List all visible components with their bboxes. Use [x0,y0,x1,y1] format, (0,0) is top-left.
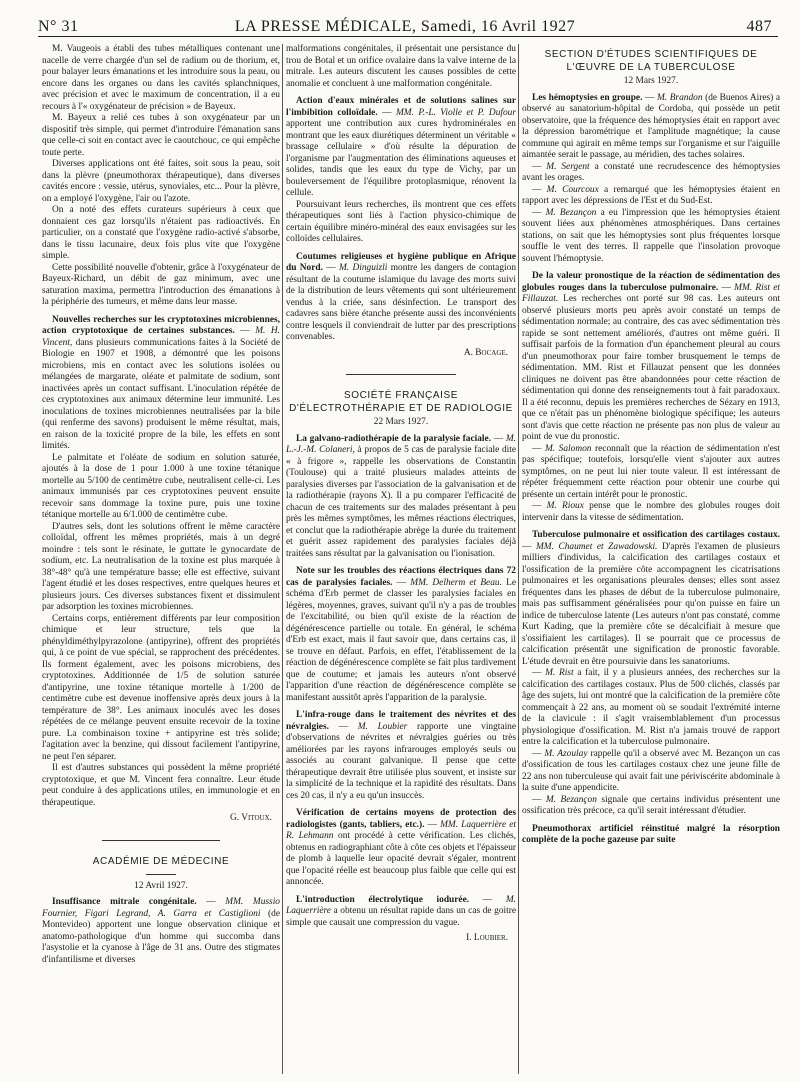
article-body: Les recherches ont porté sur 98 cas. Les auteurs ont observé plusieurs morts peu après avoir constaté un temps de sédimentation normale; au contraire, des cas avec sédimentation très rapide se sont nettement améliorés, d'autres ont même guéri. Il suffisait parfois de la formation d'un épanchement pleural au cours d'un pneumothorax pour faire tomber brusquement le temps de sédimentation. MM. Rist et Fillauzat pensent que les données cliniques ne doivent pas être abandonnées pour cette réaction de sédimentation qui donne des renseignements tout à fait paradoxaux. Il a été reconnu, depuis les premières recherches de Sézary en 1913, que ce n'était pas un phénomène biologique spécifique; les auteurs sont d'avis que cette réaction ne présente pas non plus de valeur au point de vue du pronostic. [522,294,780,442]
article: De la valeur pronostique de la réaction de sédimentation des globules rouges dans la tuberculose pulmonaire. — MM. Rist et Fillauzat. Les recherches ont porté sur 98 cas. Les auteurs ont observé plusieurs morts peu après avoir constaté un temps de sédimentation normale; au contraire, des cas avec sédimentation très rapide se sont nettement améliorés, d'autres ont même guéri. Il suffisait parfois de la formation d'un épanchement pleural au cours d'un pneumothorax pour faire tomber brusquement le temps de sédimentation. MM. Rist et Fillauzat pensent que les données cliniques ne doivent pas être abandonnées pour cette réaction de sédimentation qui donne des renseignements tout à fait paradoxaux. Il a été reconnu, depuis les premières recherches de Sézary en 1913, que ce n'était pas un phénomène biologique spécifique; les auteurs sont d'avis que cette réaction ne présente pas non plus de valeur au point de vue du pronostic. [522,271,780,442]
paragraph: Diverses applications ont été faites, soit sous la peau, soit dans la plèvre (pneumothorax thérapeutique), dans diverses cavités encore : vessie, utérus, synoviales, etc... Pour la plèvre, on a employé l'oxygène, l'air ou l'azote. [42,159,280,204]
article-author: M. Loubier [357,721,408,732]
column-3 [522,44,780,1074]
article-body: Le schéma d'Erb permet de classer les paralysies faciales en légères, moyennes, graves, suivant qu'il n'y a pas de troubles de l'excitabilité, ou bien qu'il existe de la réaction de dégénérescence partielle ou totale. En général, le schéma d'Erb est exact, mais il faut savoir que, dans certains cas, il se trouve en défaut. Parfois, en effet, l'établissement de la réaction de dégénérescence complète se fait plus tardivement que de coutume; et jamais les auteurs n'ont observé l'apparition d'une réaction de dégénérescence complète se manifestant aussitôt après l'apparition de la paralysie. [286,577,516,703]
article: Vérification de certains moyens de protection des radiologistes (gants, tabliers, etc.). — MM. Laquerrière et R. Lehmann ont procédé à cette vérification. Les clichés, obtenus en radiographiant côte à côte ces objets et l'épaisseur de plomb à laquelle leur opacité devrait s'égaler, montrent que l'opacité réelle est beaucoup plus faible que celle qui est annoncée. [286,808,516,887]
paragraph: Cette possibilité nouvelle d'obtenir, grâce à l'oxygénateur de Bayeux-Richard, un débit de gaz minimum, avec une saturation maxima, permettra l'introduction des émanations à la périphérie des tumeurs, et même dans leur masse. [42,262,280,307]
article-author: M. Dinguizli [339,263,388,273]
article-body: dans plusieurs communications faites à la Société de Biologie en 1907 et 1908, a démontré que les poisons microbiens, mis en contact avec les solutions isolées ou mélangées de margarate, oléate et palmitate de sodium, sont inactivées après un contact suffisant. L'inoculation répétée de ces cryptotoxines aux animaux détermine leur immunité. Les inoculations de toxines microbiennes neutralisées par la bile (qui renferme des savons) produisent le même résultat, mais, en raison de la toxicité propre de la bile, les effets en sont limités. [42,337,280,451]
paragraph-body: signale que certains individus présentent une ossification très précoce, ca qu'il serait intéressant d'étudier. [522,794,780,816]
article: La galvano-radiothérapie de la paralysie faciale. — M. L.-J.-M. Colaneri, à propos de 5 cas de paralysie faciale dite « à frigore », rappelle les observations de Constantin (Toulouse) qui a traité plusieurs malades atteints de paralysies diverses par l'association de la galvanisation et de la radiothérapie (rayons X). Il a pu comparer l'efficacité de chacun de ces traitements sur des malades présentant à peu près les mêmes symptômes, les mêmes réactions électriques, et conclut que la radiothérapie abrège la durée du traitement et guérit assez rapidement des paralysies faciales déjà traitées sans résultat par la galvanisation ou l'ionisation. [286,433,516,559]
article: Tuberculose pulmonaire et ossification des cartilages costaux. — MM. Chaumet et Zawadowski. D'après l'examen de plusieurs milliers d'individus, la calcification des cartilages costaux et l'ossification de la première côte accompagnent les cicatrisations pulmonaires et les organisations pleurales denses; elles sont assez fréquentes dans les phases de début de la tuberculose pulmonaire, mais pas suffisamment généralisées pour qu'on puisse en faire un indice de tuberculose latente (Les auteurs n'ont pas constaté, comme Kurt Kading, que la première côte se décalcifiait à mesure que s'ossifiaient les cartilages). Il se pourrait que ce processus de calcification présentât une signification de pronostic favorable. L'étude devrait en être poursuivie dans les sanatoriums. [522,530,780,667]
speaker: M. Rist [545,668,574,678]
paragraph: — M. Bezançon a eu l'impression que les hémoptysies étaient souvent liées aux phénomènes atmosphériques. Dans certaines stations, on sait que les hémoptysies sont plus fréquentes lorsque souffle le vent des terres. Il rappelle que l'insolation provoque souvent l'hémoptysie. [522,207,780,264]
article-author: M. Brandon [656,92,703,103]
paragraph-body: a fait, il y a plusieurs années, des recherches sur la calcification des cartilages costaux. Plus de 500 clichés, classés par âge des sujets, lui ont montré que la calcification de la première côte commençait à 22 ans, au moment où se soudait l'extrémité interne de la clavicule : il s'agit vraisemblablement d'un processus physiologique d'ossification. M. Rist n'a jamais trouvé de rapport entre la calcification et la tuberculose pulmonaire. [522,668,780,747]
article-heading: Nouvelles recherches sur les cryptotoxines microbiennes, action cryptotoxique de certaines substances. [42,314,280,336]
article-author: M. H. Vincent, [42,326,280,348]
article-author: MM. Mussio Fournier, Figari Legrand, A. Garra et Castiglioni [42,897,280,919]
speaker: M. Rioux [546,501,584,511]
article-author: MM. Delherm et Beau. [410,577,502,588]
article-heading: Note sur les troubles des réactions électriques dans 72 cas de paralysies faciales. [286,566,516,588]
article-author: MM. P.-L. Violle et P. Dufour [395,107,516,118]
paragraph-body: rappelle qu'il a observé avec M. Bezançon un cas d'ossification de tous les cartilages costaux chez une jeune fille de 22 ans non tuberculeuse qui avait fait une périviscérite abdominale à la suite d'une appendicite. [522,748,780,793]
article-body: (de Montevideo) apportent une longue observation clinique et anatomo-pathologique d'un homme qui succomba dans l'asystolie et la cyanose à l'âge de 31 ans. Outre des stigmates d'infantilisme et diverses [42,908,280,965]
article: Insuffisance mitrale congénitale. — MM. Mussio Fournier, Figari Legrand, A. Garra et Castiglioni (de Montevideo) apportent une longue observation clinique et anatomo-pathologique d'un homme qui succomba dans l'asystolie et la cyanose à l'âge de 31 ans. Outre des stigmates d'infantilisme et diverses [42,897,280,965]
speaker: M. Azoulay [544,748,588,759]
section-separator [346,365,456,375]
paragraph: — M. Sergent a constaté une recrudescence des hémoptysies avant les orages. [522,161,780,183]
paragraph: — M. Bezançon signale que certains individus présentent une ossification très précoce, ca qu'il serait intéressant d'étudier. [522,794,780,816]
article-heading: Action d'eaux minérales et de solutions salines sur l'imbibition colloïdale. [286,96,516,118]
article [522,824,780,847]
article-body: rapporte une vingtaine d'observations de névrites et névralgies guéries ou très améliorées par les rayons infrarouges employés seuls ou associés au courant galvanique. Il pense que cette thérapeutique devrait être utilisée plus souvent, et insiste sur la simplicité de la technique et la rapidité des résultats. Dans ces 20 cas, il n'y a eu qu'un insuccès. [286,721,516,801]
column-2 [286,44,516,1074]
speaker: M. Sergent [546,161,590,172]
article-author: MM. Rist et Fillauzat. [522,282,780,304]
article: Coutumes religieuses et hygiène publique en Afrique du Nord. — M. Dinguizli montre les dangers de contagion résultant de la coutume islamique du lavage des morts suivi de la distribution de leurs vêtements qui sont ultérieurement vendus à la criée, sans désinfection. Le transport des cadavres sans bière étanche présente aussi des inconvénients contre lesquels il conviendrait de lutter par des prescriptions convenables. [286,251,516,342]
article-body: montre les dangers de contagion résultant de la coutume islamique du lavage des morts suivi de la distribution de leurs vêtements qui sont ultérieurement vendus à la criée, sans désinfection. Le transport des cadavres sans bière étanche présente aussi des inconvénients contre lesquels il conviendrait de lutter par des prescriptions convenables. [286,263,516,342]
column-divider [282,44,283,1074]
article-body: a obtenu un résultat rapide dans un cas de goitre simple que causait une compression du vague. [286,906,516,928]
paragraph: M. Vaugeois a établi des tubes métalliques contenant une nacelle de verre chargée d'un sel de radium ou de thorium, et, pour balayer leurs émanations et les introduire sous la peau, ou encore dans les organes ou dans les cavités splanchniques, avec précision et avec le maximum de concentration, il a eu recours à l'« oxygénateur de précision » de Bayeux. [42,44,280,112]
article-body: D'après l'examen de plusieurs milliers d'individus, la calcification des cartilages costaux et l'ossification de la première côte accompagnent les cicatrisations pulmonaires et les organisations pleurales denses; elles sont assez fréquentes dans les phases de début de la tuberculose pulmonaire, mais pas suffisamment généralisées pour qu'on puisse en faire un indice de tuberculose latente (Les auteurs n'ont pas constaté, comme Kurt Kading, que la première côte se décalcifiait à mesure que s'ossifiaient les cartilages). Il se pourrait que ce processus de calcification présentât une signification de pronostic favorable. L'étude devrait en être poursuivie dans les sanatoriums. [522,541,780,667]
paragraph: Poursuivant leurs recherches, ils montrent que ces effets thérapeutiques sont liés à l'action physico-chimique de certain équilibre minéro-minéral des eaux envisagées sur les colloïdes cellulaires. [286,199,516,244]
article: Les hémoptysies en groupe. — M. Brandon (de Buenos Aires) a observé au sanatorium-hôpital de Cordoba, qui possède un petit observatoire, que la fréquence des hémoptysies était en rapport avec la dépression barométrique et l'amplitude magnétique; la cause commune qui agirait en même temps sur l'organisme et sur l'aiguille aimantée serait le passage, au méridien, des taches solaires. [522,92,780,160]
article: L'infra-rouge dans le traitement des névrites et des névralgies. — M. Loubier rapporte une vingtaine d'observations de névrites et névralgies guéries ou très améliorées par les rayons infrarouges employés seuls ou associés au courant galvanique. Il pense que cette thérapeutique devrait être utilisée plus souvent, et insiste sur la simplicité de la technique et la rapidité des résultats. Dans ces 20 cas, il n'y a eu qu'un insuccès. [286,710,516,801]
paragraph-body: a constaté une recrudescence des hémoptysies avant les orages. [522,161,780,183]
article-heading: Insuffisance mitrale congénitale. [52,897,197,907]
section-date: 22 Mars 1927. [373,417,429,427]
paragraph: D'autres sels, dont les solutions offrent le même caractère colloïdal, offrent les mêmes propriétés, mais à un degré moindre : tels sont le résinate, le guttate le gynocardate de sodium, etc. La neutralisation de la toxine est plus marquée à 38°-48° qu'à une température basse; elle est effective, suivant l'agent étudié et les doses respectives, entre quelques heures et plusieurs jours. Ces diverses substances fixent et dissimulent par adsorption les toxines microbiennes. [42,521,280,612]
section-date: 12 Mars 1927. [623,76,679,86]
article-body: apportent une contribution aux cures hydrominérales en montrant que les eaux diurétiques déterminent un véritable « brassage cellulaire » d'où résulte la dépuration de l'organisme par l'augmentation des éliminations aqueuses et solides, tandis que les eaux du type de Vichy, par un bouleversement de l'équilibre protoplasmique, rénovent la cellule. [286,119,516,198]
column-divider [518,44,519,1074]
paragraph: Le palmitate et l'oléate de sodium en solution saturée, ajoutés à la dose de 1 pour 1.000 à une toxine tétanique mortelle au 5/100 de centimètre cube, neutralisent celle-ci. Les animaux immunisés par ces cryptotoxines peuvent ensuite recevoir sans dommage la toxine pure, puis une toxine tétanique mortelle au 6/1.000 de centimètre cube. [42,452,280,520]
paragraph-body: a eu l'impression que les hémoptysies étaient souvent liées aux phénomènes atmosphériques. Dans certaines stations, on sait que les hémoptysies sont plus fréquentes lorsque souffle le vent des terres. Il rappelle que l'insolation provoque souvent l'hémoptysie. [522,207,780,264]
paragraph: M. Bayeux a relié ces tubes à son oxygénateur par un dispositif très simple, qui permet d'introduire l'émanation sans que celle-ci soit en contact avec le caoutchouc, ce qui empêche toute perte. [42,113,280,158]
article: L'introduction électrolytique iodurée. — M. Laquerrière a obtenu un résultat rapide dans un cas de goitre simple que causait une compression du vague. [286,894,516,928]
paragraph: — M. Azoulay rappelle qu'il a observé avec M. Bezançon un cas d'ossification de tous les cartilages costaux chez une jeune fille de 22 ans non tuberculeuse qui avait fait une périviscérite abdominale à la suite d'une appendicite. [522,748,780,793]
paragraph: — M. Rioux pense que le nombre des globules rouges doit intervenir dans la vitesse de sédimentation. [522,501,780,523]
article-heading: Les hémoptysies en groupe. [532,92,643,103]
article-heading: Pneumothorax artificiel réinstitué malgré la résorption complète de la poche gazeuse par suite [522,823,780,845]
issue-number: N° 31 [38,18,79,35]
paragraph-body: pense que le nombre des globules rouges doit intervenir dans la vitesse de sédimentation. [522,501,780,523]
article-heading: Vérification de certains moyens de protection des radiologistes (gants, tabliers, etc.). [286,808,516,830]
section-date: 12 Avril 1927. [134,880,188,891]
speaker: M. Bezançon [545,794,597,805]
article-body: ont procédé à cette vérification. Les clichés, obtenus en radiographiant côte à côte ces objets et l'épaisseur de plomb à laquelle leur opacité devrait s'égaler, montrent que l'opacité réelle est beaucoup plus faible que celle qui est annoncée. [286,831,516,887]
article-heading: Coutumes religieuses et hygiène publique en Afrique du Nord. [286,251,516,273]
header-rule [38,36,778,37]
paragraph: Il est d'autres substances qui possèdent la même propriété cryptotoxique, et que M. Vincent fera connaître. Leur étude peut conduire à des applications utiles, en immunologie et en thérapeutique. [42,763,280,808]
section-title: SECTION D'ÉTUDES SCIENTIFIQUES DE L'ŒUVRE DE LA TUBERCULOSE [544,49,758,73]
paragraph-body: reconnaît que la réaction de sédimentation n'est pas spécifique; toutefois, lorsqu'elle vient s'ajouter aux autres symptômes, on ne peut lui nier toute valeur. Il est intéressant de répéter fréquemment cette réaction pour obtenir une courbe qui présente un certain intérêt pour le pronostic. [522,443,780,500]
title-rule [146,874,176,875]
paragraph: On a noté des effets curateurs supérieurs à ceux que donnaient ces gaz lorsqu'ils n'étaient pas radioactivés. En particulier, on a constaté que l'oxygène radio-activé s'absorbe, dans le tissu lacunaire, deux fois plus vite que l'oxygène simple. [42,205,280,261]
article-heading: Tuberculose pulmonaire et ossification des cartilages costaux. [532,530,780,540]
speaker: M. Salomon [544,443,592,454]
speaker: M. Courcoux [546,184,599,195]
section-title: SOCIÉTÉ FRANÇAISE D'ÉLECTROTHÉRAPIE ET DE RADIOLOGIE [289,390,513,414]
article-heading: L'infra-rouge dans le traitement des névrites et des névralgies. [286,710,516,732]
article-author: M. Laquerrière [286,894,516,916]
article: Note sur les troubles des réactions électriques dans 72 cas de paralysies faciales. — MM. Delherm et Beau. Le schéma d'Erb permet de classer les paralysies faciales en légères, moyennes, graves, suivant qu'il n'y a pas de troubles de l'excitabilité, ou bien qu'il existe de la réaction de dégénérescence partielle ou totale. En général, le schéma d'Erb est exact, mais il faut savoir que, dans certains cas, il se trouve en défaut. Parfois, en effet, l'établissement de la réaction de dégénérescence complète se fait plus tardivement que de coutume; et jamais les auteurs n'ont observé l'apparition d'une réaction de dégénérescence complète se manifestant aussitôt après l'apparition de la paralysie. [286,566,516,703]
page-number: 487 [746,18,772,35]
speaker: M. Bezançon [545,207,597,218]
paragraph: Certains corps, entièrement différents par leur composition chimique et leur structure, tels que la phényldiméthylpyrazolone (antipyrine), offrent des propriétés qui, à ce point de vue spécial, se rapprochent des précédentes. Ils forment également, avec les poisons microbiens, des cryptotoxines. Additionnée de 1/5 de solution saturée d'antipyrine, une toxine tétanique mortelle à 1/200 de centimètre cube est devenue inoffensive après deux jours à la température de 38°. Les animaux inoculés avec les doses répétées de ce mélange peuvent ensuite recevoir de la toxine pure. La combinaison toxine + antipyrine est très solide; l'agitation avec la benzine, qui dissout facilement l'antipyrine, ne peut l'en séparer. [42,613,280,762]
article-author: MM. Laquerrière et R. Lehmann [286,819,516,841]
paragraph: malformations congénitales, il présentait une persistance du trou de Botal et un orifice ovalaire dans la valve interne de la mitrale. Les auteurs discutent les causes possibles de cette anomalie et concluent à une malformation congénitale. [286,44,516,89]
article: Nouvelles recherches sur les cryptotoxines microbiennes, action cryptotoxique de certaines substances. — M. H. Vincent, dans plusieurs communications faites à la Société de Biologie en 1907 et 1908, a démontré que les poisons microbiens, mis en contact avec les solutions isolées ou mélangées de margarate, oléate et palmitate de sodium, sont inactivées après un contact suffisant. L'inoculation répétée de ces cryptotoxines aux animaux détermine leur immunité. Les inoculations de toxines microbiennes neutralisées par la bile (qui renferme des savons) produisent le même résultat, mais, en raison de la toxicité propre de la bile, les effets en sont limités. [42,314,280,451]
section-title: ACADÉMIE DE MÉDECINE [92,855,230,867]
paragraph: — M. Salomon reconnaît que la réaction de sédimentation n'est pas spécifique; toutefois, lorsqu'elle vient s'ajouter aux autres symptômes, on ne peut lui nier toute valeur. Il est intéressant de répéter fréquemment cette réaction pour obtenir une courbe qui présente un certain intérêt pour le pronostic. [522,443,780,500]
signature: A. Bocage. [463,347,508,358]
article: Action d'eaux minérales et de solutions salines sur l'imbibition colloïdale. — MM. P.-L. Violle et P. Dufour apportent une contribution aux cures hydrominérales en montrant que les eaux diurétiques déterminent un véritable « brassage cellulaire » d'où résulte la dépuration de l'organisme par l'augmentation des éliminations aqueuses et solides, tandis que les eaux du type de Vichy, par un bouleversement de l'équilibre protoplasmique, rénovent la cellule. [286,96,516,198]
article-author: M. L.-J.-M. Colaneri, [286,433,516,455]
signature: G. Vitoux. [229,813,272,823]
article-heading: L'introduction électrolytique iodurée. [296,894,470,905]
paragraph: — M. Courcoux a remarqué que les hémoptysies étaient en rapport avec les dépressions de l'Est et du Sud-Est. [522,184,780,206]
article-heading: La galvano-radiothérapie de la paralysie faciale. [296,433,492,444]
signature: I. Loubier. [466,933,508,943]
paragraph: — M. Rist a fait, il y a plusieurs années, des recherches sur la calcification des cartilages costaux. Plus de 500 clichés, classés par âge des sujets, lui ont montré que la calcification de la première côte commençait à 22 ans, au moment où se soudait l'extrémité interne de la clavicule : il s'agit vraisemblablement d'un processus physiologique d'ossification. M. Rist n'a jamais trouvé de rapport entre la calcification et la tuberculose pulmonaire. [522,668,780,747]
column-1 [42,44,280,1074]
journal-title: LA PRESSE MÉDICALE, Samedi, 16 Avril 1927 [234,18,576,35]
paragraph-body: a remarqué que les hémoptysies étaient en rapport avec les dépressions de l'Est et du Sud-Est. [522,184,780,206]
article-author: MM. Chaumet et Zawadowski. [535,541,658,552]
article-heading: De la valeur pronostique de la réaction de sédimentation des globules rouges dans la tuberculose pulmonaire. [522,271,780,293]
article-body: à propos de 5 cas de paralysie faciale dite « à frigore », rappelle les observations de Constantin (Toulouse) qui a traité plusieurs malades atteints de paralysies diverses par l'association de la galvanisation et de la radiothérapie (rayons X). Il a pu comparer l'efficacité de chacun de ces traitements sur des malades présentant à peu près les mêmes symptômes, les mêmes réactions électriques, et conclut que la radiothérapie abrège la durée du traitement et guérit assez rapidement des paralysies faciales déjà traitées sans résultat par la galvanisation ou l'ionisation. [286,445,516,559]
section-separator [102,831,220,841]
article-body: (de Buenos Aires) a observé au sanatorium-hôpital de Cordoba, qui possède un petit observatoire, que la fréquence des hémoptysies était en rapport avec la dépression barométrique et l'amplitude magnétique; la cause commune qui agirait en même temps sur l'organisme et sur l'aiguille aimantée serait le passage, au méridien, des taches solaires. [522,92,780,160]
